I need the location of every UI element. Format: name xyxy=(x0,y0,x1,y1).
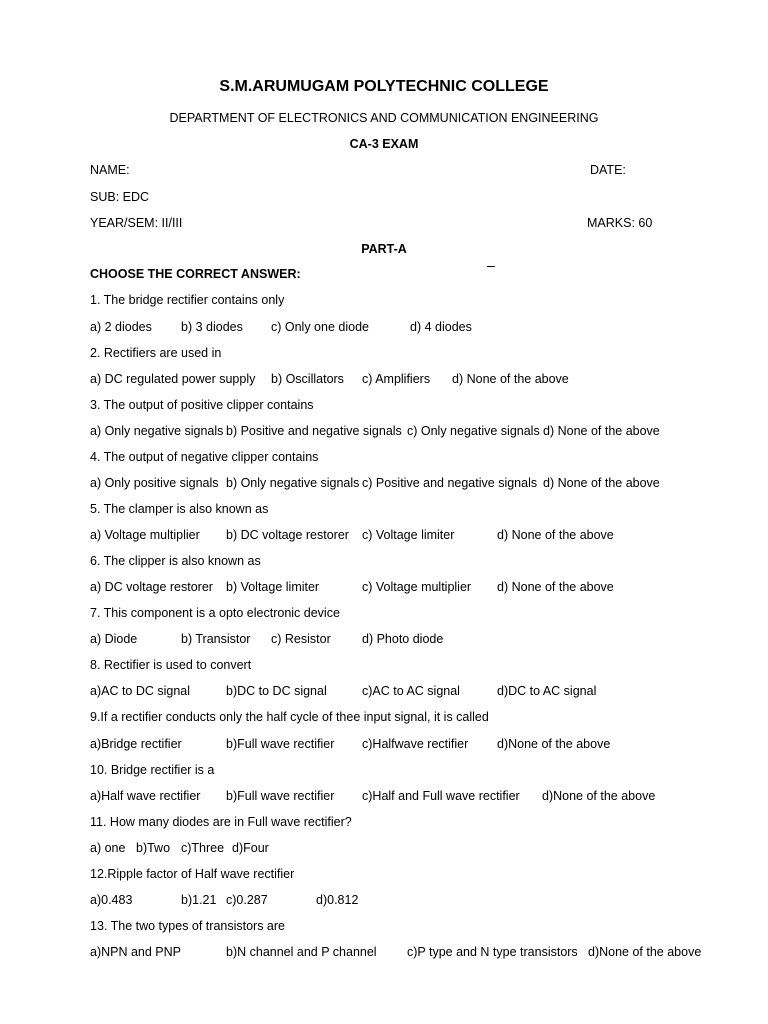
option: b)Full wave rectifier xyxy=(226,737,335,751)
option: c) Resistor xyxy=(271,632,331,646)
option: a) DC regulated power supply xyxy=(90,372,256,386)
option: c)0.287 xyxy=(226,893,268,907)
date-label: DATE: xyxy=(590,163,626,177)
option: c)Halfwave rectifier xyxy=(362,737,469,751)
option: d) None of the above xyxy=(452,372,569,386)
option: d)None of the above xyxy=(588,945,702,959)
question-10: 10. Bridge rectifier is a xyxy=(90,763,215,777)
option: d) None of the above xyxy=(497,580,614,594)
question-12: 12.Ripple factor of Half wave rectifier xyxy=(90,867,295,881)
option: b) Oscillators xyxy=(271,372,344,386)
option: d) None of the above xyxy=(543,476,660,490)
question-11: 11. How many diodes are in Full wave rectifier? xyxy=(90,815,352,829)
option: d) None of the above xyxy=(543,424,660,438)
option: a) Voltage multiplier xyxy=(90,528,200,542)
option: d) 4 diodes xyxy=(410,320,472,334)
question-4: 4. The output of negative clipper contains xyxy=(90,450,319,464)
question-1: 1. The bridge rectifier contains only xyxy=(90,293,285,307)
option: a) 2 diodes xyxy=(90,320,152,334)
option: c) Positive and negative signals xyxy=(362,476,538,490)
question-2: 2. Rectifiers are used in xyxy=(90,346,222,360)
option: d)DC to AC signal xyxy=(497,684,597,698)
option: a)AC to DC signal xyxy=(90,684,191,698)
option: c) Amplifiers xyxy=(362,372,431,386)
option: a) DC voltage restorer xyxy=(90,580,213,594)
option: b)Full wave rectifier xyxy=(226,789,335,803)
option: b)DC to DC signal xyxy=(226,684,327,698)
question-8: 8. Rectifier is used to convert xyxy=(90,658,252,672)
question-9: 9.If a rectifier conducts only the half cycle of thee input signal, it is called xyxy=(90,710,489,724)
question-13: 13. The two types of transistors are xyxy=(90,919,286,933)
question-3: 3. The output of positive clipper contains xyxy=(90,398,314,412)
year-sem-label: YEAR/SEM: II/III xyxy=(90,216,183,230)
option: a)Bridge rectifier xyxy=(90,737,182,751)
option: a)NPN and PNP xyxy=(90,945,182,959)
option: d)None of the above xyxy=(542,789,656,803)
question-7: 7. This component is a opto electronic device xyxy=(90,606,340,620)
option: c) Only one diode xyxy=(271,320,369,334)
option: c)P type and N type transistors xyxy=(407,945,578,959)
option: b) Positive and negative signals xyxy=(226,424,402,438)
marks-label: MARKS: 60 xyxy=(587,216,653,230)
option: d) None of the above xyxy=(497,528,614,542)
option: c) Only negative signals xyxy=(407,424,540,438)
option: c)Three xyxy=(181,841,225,855)
part-title: PART-A xyxy=(361,242,407,256)
option: a) one xyxy=(90,841,126,855)
option: b) Only negative signals xyxy=(226,476,360,490)
option: b) 3 diodes xyxy=(181,320,243,334)
option: b) DC voltage restorer xyxy=(226,528,349,542)
stray-mark xyxy=(487,266,495,267)
college-name: S.M.ARUMUGAM POLYTECHNIC COLLEGE xyxy=(219,78,549,95)
option: c)Half and Full wave rectifier xyxy=(362,789,520,803)
option: d)None of the above xyxy=(497,737,611,751)
option: b)N channel and P channel xyxy=(226,945,377,959)
subject-label: SUB: EDC xyxy=(90,190,150,204)
name-label: NAME: xyxy=(90,163,130,177)
option: d) Photo diode xyxy=(362,632,444,646)
option: b) Voltage limiter xyxy=(226,580,320,594)
option: b) Transistor xyxy=(181,632,251,646)
department-name: DEPARTMENT OF ELECTRONICS AND COMMUNICATION ENGINEERING xyxy=(169,111,599,125)
option: c)AC to AC signal xyxy=(362,684,460,698)
option: d)0.812 xyxy=(316,893,359,907)
option: d)Four xyxy=(232,841,269,855)
option: c) Voltage multiplier xyxy=(362,580,472,594)
question-6: 6. The clipper is also known as xyxy=(90,554,261,568)
option: b)Two xyxy=(136,841,171,855)
question-5: 5. The clamper is also known as xyxy=(90,502,269,516)
option: a) Only positive signals xyxy=(90,476,219,490)
option: b)1.21 xyxy=(181,893,217,907)
option: a) Diode xyxy=(90,632,138,646)
option: c) Voltage limiter xyxy=(362,528,455,542)
option: a) Only negative signals xyxy=(90,424,224,438)
instruction: CHOOSE THE CORRECT ANSWER: xyxy=(90,267,301,281)
exam-title: CA-3 EXAM xyxy=(349,137,419,151)
option: a)0.483 xyxy=(90,893,133,907)
option: a)Half wave rectifier xyxy=(90,789,201,803)
